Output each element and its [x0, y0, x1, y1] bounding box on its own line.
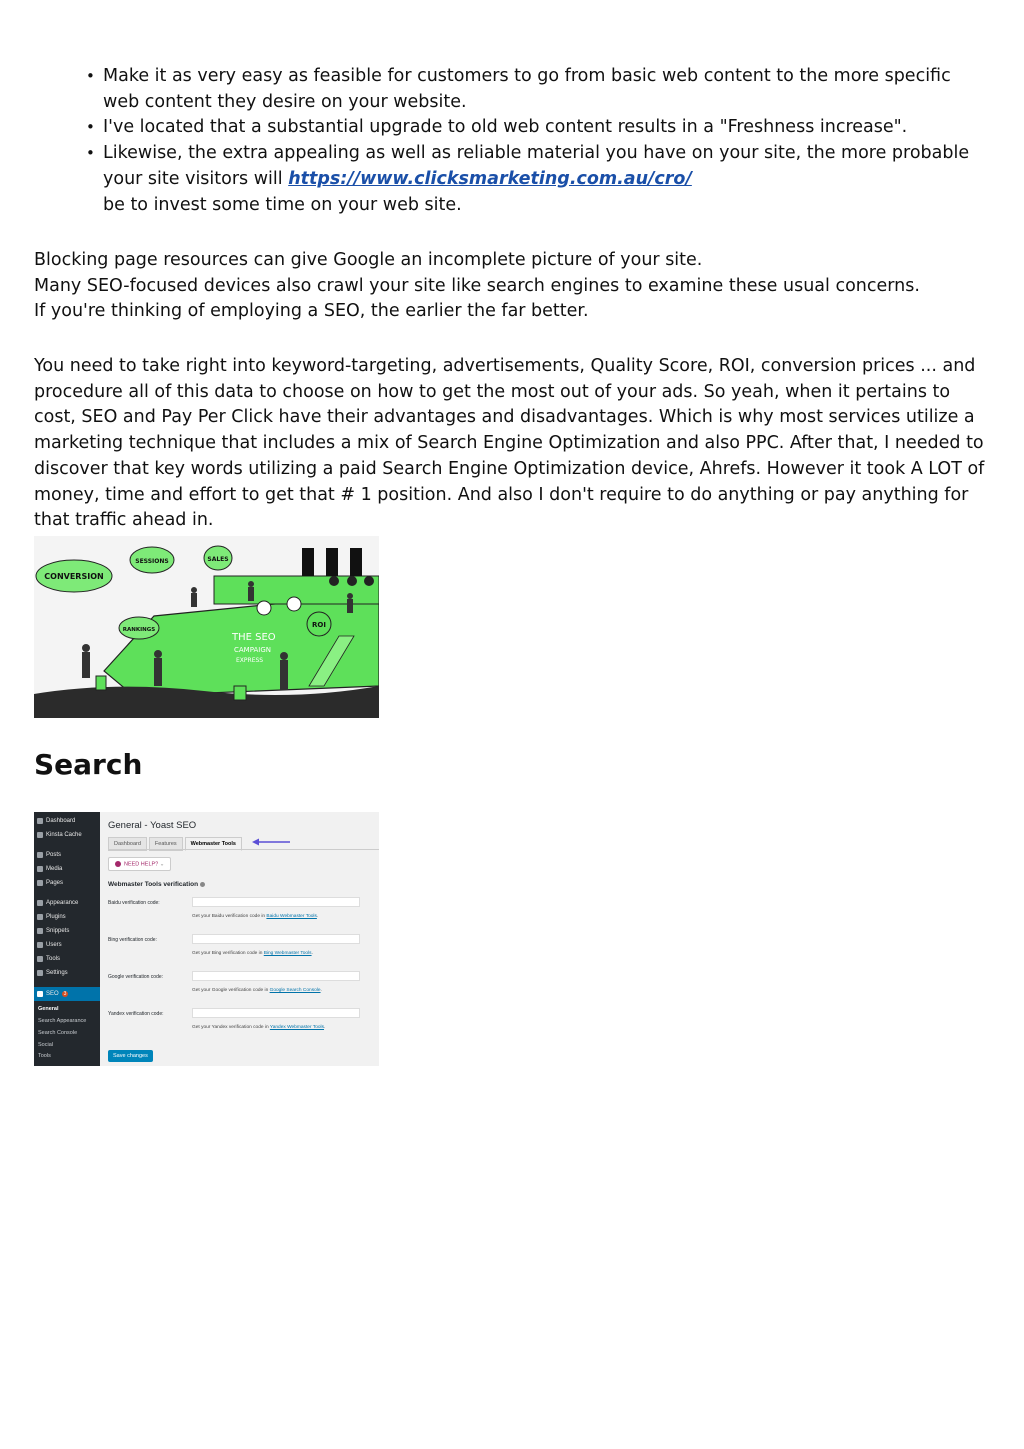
bubble-sessions: SESSIONS	[135, 558, 169, 565]
sidebar-item-label: Tools	[46, 956, 61, 962]
bing-webmaster-link[interactable]: Bing Webmaster Tools	[263, 951, 312, 956]
submenu-tools[interactable]: Tools	[38, 1053, 51, 1059]
baidu-webmaster-link[interactable]: Baidu Webmaster Tools	[266, 914, 317, 919]
yandex-label: Yandex verification code:	[108, 1011, 164, 1017]
sidebar-item-tools[interactable]	[37, 956, 60, 962]
paragraph-line: Blocking page resources can give Google an incomplete picture of your site.	[34, 250, 703, 270]
google-verification-input[interactable]	[192, 971, 360, 981]
sidebar-item-label: SEO	[46, 991, 59, 997]
scissors-icon	[37, 928, 43, 934]
sidebar-item-label: Media	[46, 866, 63, 872]
pages-icon	[37, 880, 43, 886]
submenu-social[interactable]: Social	[38, 1042, 53, 1048]
submenu-search-console[interactable]: Search Console	[38, 1030, 78, 1036]
sidebar-item-label: Dashboard	[46, 818, 76, 824]
yandex-webmaster-link[interactable]: Yandex Webmaster Tools	[269, 1025, 325, 1030]
arrow-left-icon	[252, 838, 292, 846]
user-icon	[37, 942, 43, 948]
sidebar-item-settings[interactable]	[37, 970, 68, 976]
tab-features[interactable]: Features	[149, 837, 183, 851]
sidebar-item-dashboard[interactable]	[37, 818, 75, 824]
baidu-label: Baidu verification code:	[108, 900, 160, 906]
sidebar-item-label: Users	[46, 942, 62, 948]
notification-badge: 3	[63, 991, 67, 997]
bubble-sales: SALES	[207, 556, 229, 563]
sidebar-item-label: Settings	[46, 970, 68, 976]
paragraph-line: If you're thinking of employing a SEO, the earlier the far better.	[34, 301, 589, 322]
google-search-console-link[interactable]: Google Search Console	[269, 988, 321, 993]
submenu-general[interactable]: General	[38, 1006, 59, 1012]
brush-icon	[37, 900, 43, 906]
yoast-icon	[37, 991, 43, 997]
list-item	[86, 115, 986, 141]
help-circle-icon	[200, 882, 205, 887]
section-title	[108, 881, 205, 888]
plug-icon	[37, 914, 43, 920]
section-heading: Search	[34, 748, 143, 781]
sidebar-item-label: Plugins	[46, 914, 66, 920]
yandex-verification-input[interactable]	[192, 1008, 360, 1018]
bullet-text: Likewise, the extra appealing as well as reliable material you have on your site, the more probable your site visitors will	[103, 143, 970, 189]
bullet-list	[86, 64, 986, 218]
save-changes-button[interactable]: Save changes	[108, 1050, 153, 1062]
baidu-help: Get your Baidu verification code in Baidu Webmaster Tools.	[192, 914, 319, 919]
bing-label: Bing verification code:	[108, 937, 157, 943]
sidebar-item-label: Snippets	[46, 928, 70, 934]
sidebar-item-users[interactable]	[37, 942, 62, 948]
ship-text-line: CAMPAIGN	[234, 646, 272, 654]
bing-verification-input[interactable]	[192, 934, 360, 944]
k-icon	[37, 832, 43, 838]
yoast-main-panel	[100, 812, 379, 1066]
ship-text-line: EXPRESS	[236, 657, 264, 664]
sidebar-item-label: Posts	[46, 852, 62, 858]
section-title-text: Webmaster Tools verification	[108, 881, 199, 888]
page-title: General - Yoast SEO	[108, 820, 197, 831]
sidebar-item-snippets[interactable]	[37, 928, 69, 934]
paragraph-short	[34, 248, 994, 325]
tab-dashboard[interactable]: Dashboard	[108, 837, 147, 851]
paragraph-line: Many SEO-focused devices also crawl your site like search engines to examine these usual concerns.	[34, 275, 920, 296]
wrench-icon	[37, 956, 43, 962]
clicksmarketing-link[interactable]: https://www.clicksmarketing.com.au/cro/	[288, 168, 692, 189]
bubble-rankings: RANKINGS	[122, 627, 156, 633]
bullet-text: I've located that a substantial upgrade to old web content results in a "Freshness increase".	[103, 117, 908, 138]
sidebar-item-label: Pages	[46, 880, 64, 886]
paragraph-long: You need to take right into keyword-targeting, advertisements, Quality Score, ROI, conversion prices ... and procedure all of this data to choose on how to get the most out of your ads. So yeah, when it pertains to cost, SEO and Pay Per Click have their advantages and disadvantages. Which is why most services utilize a marketing technique that includes a mix of Search Engine Optimization and also PPC. After that, I needed to discover that key words utilizing a paid Search Engine Optimization device, Ahrefs. However it took A LOT of money, time and effort to get that # 1 position. And also I don't require to do anything or pay anything for that traffic ahead in.	[34, 356, 985, 531]
sidebar-item-pages[interactable]	[37, 880, 63, 886]
list-item	[86, 141, 986, 218]
gauge-icon	[37, 818, 43, 824]
wp-admin-sidebar	[34, 812, 100, 1066]
help-text: Get your Bing verification code in	[192, 951, 264, 956]
yoast-settings-screenshot	[34, 812, 379, 1066]
help-text: Get your Baidu verification code in	[192, 914, 267, 919]
sidebar-item-posts[interactable]	[37, 852, 61, 858]
need-help-label: NEED HELP?	[124, 861, 159, 868]
bullet-text: Make it as very easy as feasible for customers to go from basic web content to the more specific web content they desire on your website.	[103, 66, 951, 112]
tab-webmaster-tools[interactable]: Webmaster Tools	[185, 837, 242, 851]
yandex-help: Get your Yandex verification code in Yandex Webmaster Tools.	[192, 1025, 326, 1030]
sidebar-item-label: Appearance	[46, 900, 79, 906]
sidebar-item-media[interactable]	[37, 866, 62, 872]
media-icon	[37, 866, 43, 872]
google-label: Google verification code:	[108, 974, 164, 980]
sidebar-item-label: Kinsta Cache	[46, 832, 82, 838]
sidebar-item-kinsta-cache[interactable]	[37, 832, 82, 838]
chevron-down-icon: ⌄	[159, 861, 165, 868]
sidebar-item-seo[interactable]	[34, 987, 100, 1001]
need-help-button[interactable]	[108, 857, 171, 871]
seo-ship-illustration	[34, 536, 379, 718]
baidu-verification-input[interactable]	[192, 897, 360, 907]
google-help: Get your Google verification code in Google Search Console.	[192, 988, 322, 993]
question-icon	[115, 861, 121, 867]
bubble-conversion: CONVERSION	[44, 572, 104, 581]
seo-menu-row	[37, 991, 68, 997]
ship-text-line: THE SEO	[232, 632, 276, 643]
list-item	[86, 64, 986, 115]
seo-campaign-illustration	[34, 536, 379, 718]
settings-icon	[37, 970, 43, 976]
tab-divider	[108, 849, 379, 850]
bing-help: Get your Bing verification code in Bing Webmaster Tools.	[192, 951, 313, 956]
help-text: Get your Yandex verification code in	[192, 1025, 270, 1030]
submenu-search-appearance[interactable]: Search Appearance	[38, 1018, 87, 1024]
pin-icon	[37, 852, 43, 858]
sidebar-item-plugins[interactable]	[37, 914, 66, 920]
bullet-text-continued: be to invest some time on your web site.	[103, 194, 462, 215]
sidebar-item-appearance[interactable]	[37, 900, 78, 906]
bubble-roi: ROI	[312, 621, 326, 629]
help-text: Get your Google verification code in	[192, 988, 270, 993]
